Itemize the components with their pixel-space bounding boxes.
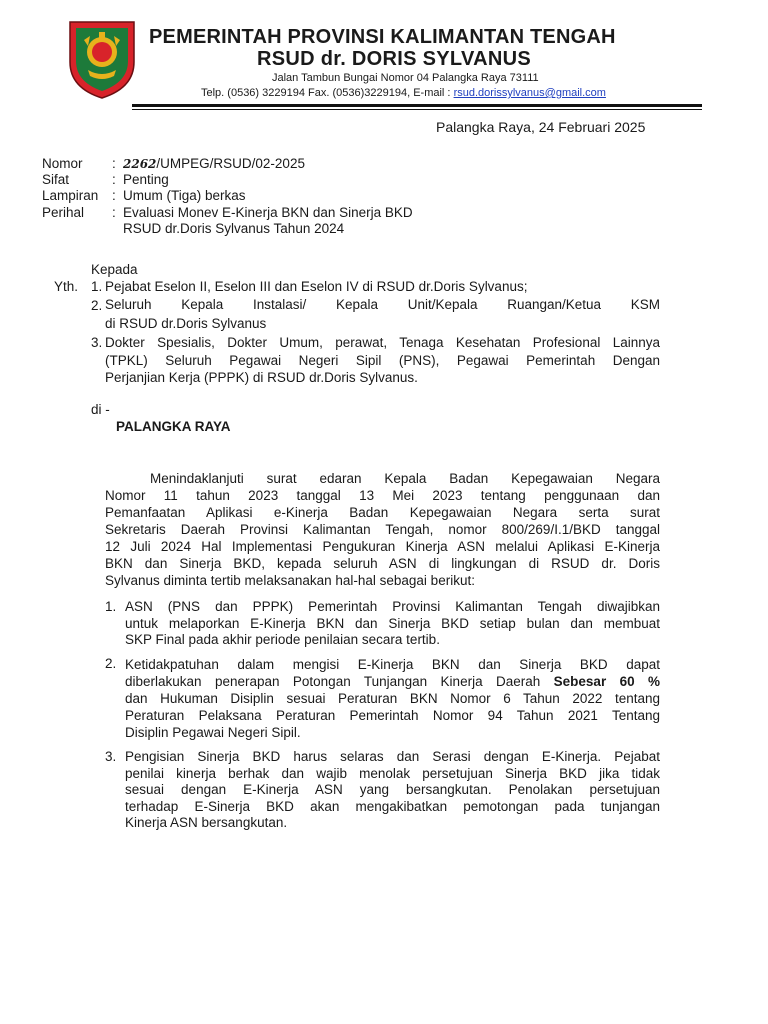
addressee-item-3-number: 3. (91, 335, 103, 350)
nomor-value (123, 156, 305, 171)
nomor-colon: : (112, 156, 116, 171)
point-2-line: Ketidakpatuhan dalam mengisi E-Kinerja BKN dan Sinerja BKD dapat (125, 657, 660, 672)
letterhead-email-link[interactable]: rsud.dorissylvanus@gmail.com (453, 87, 606, 99)
point-3-line: Pengisian Sinerja BKD harus selaras dan Serasi dengan E-Kinerja. Pejabat (125, 749, 660, 764)
perihal-colon: : (112, 205, 116, 220)
letterhead-phone-fax: Telp. (0536) 3229194 Fax. (0536)3229194, E-mail : (201, 87, 451, 99)
sifat-label: Sifat (42, 172, 70, 187)
perihal-line-1: Evaluasi Monev E-Kinerja BKN dan Sinerja BKD (123, 205, 413, 220)
lampiran-colon: : (112, 188, 116, 203)
point-2-line: Disiplin Pegawai Negeri Sipil. (125, 725, 301, 740)
letterhead-contact (201, 87, 606, 99)
reference-perihal-row (0, 205, 768, 223)
kepada-label: Kepada (91, 262, 138, 277)
point-1-line: SKP Final pada akhir periode penilaian secara tertib. (125, 632, 440, 647)
letterhead-divider-thick (132, 104, 702, 107)
nomor-code: /UMPEG/RSUD/02-2025 (156, 156, 305, 171)
point-3-line: penilai kinerja berhak dan wajib menolak persetujuan Sinerja BKD jika tidak (125, 765, 660, 781)
point-3-line: Kinerja ASN bersangkutan. (125, 815, 288, 830)
point-2-line: dan Hukuman Disiplin sesuai Peraturan BKN Nomor 6 Tahun 2022 tentang (125, 691, 660, 706)
intro-line: Nomor 11 tahun 2023 tanggal 13 Mei 2023 tentang penggunaan dan (105, 488, 660, 503)
nomor-handwritten-number: 2262 (123, 157, 157, 171)
point-2 (125, 656, 660, 741)
intro-line: Menindaklanjuti surat edaran Kepala Badan Kepegawaian Negara (150, 471, 660, 486)
point-3-line: sesuai dengan E-Kinerja ASN yang bersangkutan. Penolakan persetujuan (125, 782, 660, 797)
addressee-item-2-line: di RSUD dr.Doris Sylvanus (105, 316, 267, 331)
point-3 (125, 749, 660, 832)
addressee-item-1-number: 1. (91, 279, 103, 294)
intro-paragraph (105, 470, 660, 589)
intro-line: Pemanfaatan Aplikasi e-Kinerja Badan Kepegawaian Negara serta surat (105, 505, 660, 520)
point-1-number: 1. (105, 599, 117, 614)
perihal-label: Perihal (42, 205, 85, 220)
addressee-item-3-line: Perjanjian Kerja (PPPK) di RSUD dr.Doris Sylvanus. (105, 370, 418, 385)
lampiran-value: Umum (Tiga) berkas (123, 188, 246, 203)
addressee-item-2-line: Seluruh Kepala Instalasi/ Kepala Unit/Kepala Ruangan/Ketua KSM (105, 297, 660, 312)
intro-line: 12 Juli 2024 Hal Implementasi Pengukuran Kinerja ASN melalui Aplikasi E-Kinerja (105, 539, 660, 554)
point-2-penalty-amount: Sebesar 60 % (553, 674, 661, 689)
addressee-item-1: Pejabat Eselon II, Eselon III dan Eselon IV di RSUD dr.Doris Sylvanus; (105, 279, 528, 294)
place-and-date: Palangka Raya, 24 Februari 2025 (436, 119, 646, 135)
letterhead-government-name: PEMERINTAH PROVINSI KALIMANTAN TENGAH (149, 26, 616, 48)
provincial-crest-icon (66, 18, 138, 100)
letterhead-divider-thin (132, 109, 702, 110)
yth-label: Yth. (54, 279, 79, 294)
di-label: di - (91, 402, 110, 417)
intro-line: Sekretaris Daerah Provinsi Kalimantan Tengah, nomor 800/269/I.1/BKD tanggal (105, 522, 660, 537)
point-3-line: terhadap E-Sinerja BKD akan mengakibatkan pemotongan pada tunjangan (125, 798, 660, 814)
letterhead-hospital-name: RSUD dr. DORIS SYLVANUS (257, 48, 531, 70)
addressee-item-3-line: Dokter Spesialis, Dokter Umum, perawat, Tenaga Kesehatan Profesional Lainnya (105, 335, 660, 350)
intro-line: Sylvanus diminta tertib melaksanakan hal-hal sebagai berikut: (105, 573, 475, 588)
point-1-line: ASN (PNS dan PPPK) Pemerintah Provinsi Kalimantan Tengah diwajibkan (125, 599, 660, 614)
sifat-colon: : (112, 172, 116, 187)
lampiran-label: Lampiran (42, 188, 99, 203)
addressee-item-3-line: (TPKL) Seluruh Pegawai Negeri Sipil (PNS), Pegawai Pemerintah Dengan (105, 352, 660, 368)
point-2-line: Peraturan Pelaksana Peraturan Pemerintah Nomor 94 Tahun 2021 Tentang (125, 708, 660, 723)
point-1-line: untuk melaporkan E-Kinerja BKN dan Sinerja BKD setiap bulan dan membuat (125, 615, 660, 631)
point-3-number: 3. (105, 749, 117, 764)
point-2-penalty-text: diberlakukan penerapan Potongan Tunjangan Kinerja Daerah (125, 674, 554, 689)
point-2-line (125, 673, 660, 690)
reference-lampiran-row (0, 188, 768, 206)
point-2-number: 2. (105, 656, 117, 671)
city-label: PALANGKA RAYA (116, 419, 231, 434)
letterhead-address: Jalan Tambun Bungai Nomor 04 Palangka Raya 73111 (272, 72, 539, 84)
nomor-label: Nomor (42, 156, 83, 171)
perihal-line-2: RSUD dr.Doris Sylvanus Tahun 2024 (123, 221, 345, 236)
addressee-item-3 (105, 334, 660, 387)
addressee-item-2 (105, 297, 660, 314)
point-1 (125, 599, 660, 649)
addressee-item-2-number: 2. (91, 298, 103, 313)
intro-line: BKN dan Sinerja BKD, kepada seluruh ASN di lingkungan di RSUD dr. Doris (105, 556, 660, 571)
sifat-value: Penting (123, 172, 169, 187)
